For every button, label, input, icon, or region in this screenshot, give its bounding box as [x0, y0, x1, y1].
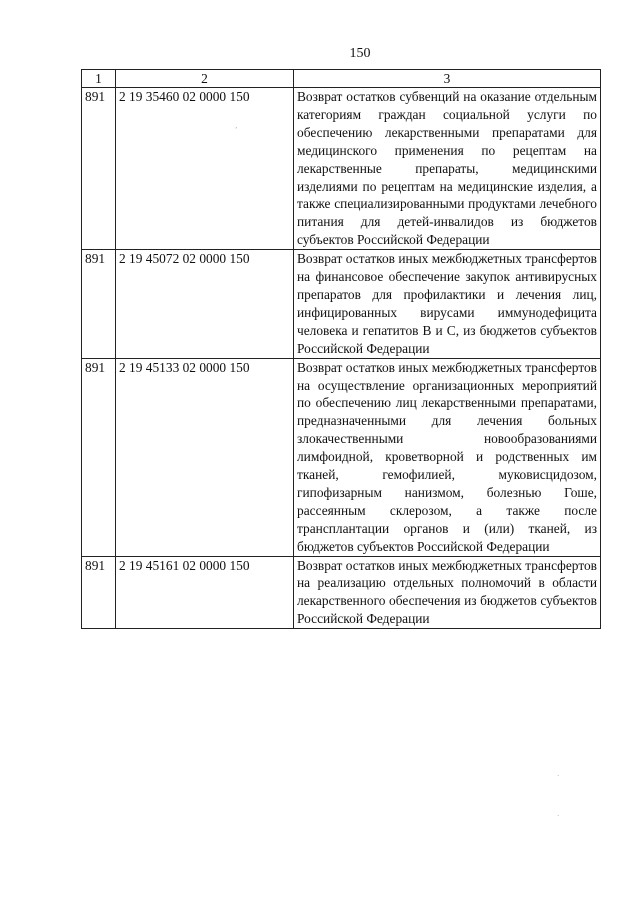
column-header-3: 3 — [294, 70, 601, 88]
description-cell: Возврат остатков иных межбюджетных трансфертов на финансовое обеспечение закупок антивирусных препаратов для профилактики и лечения лиц, инфицированных вирусами иммунодефицита человека и гепатитов B и C, из бюджетов субъектов Российской Федерации — [294, 250, 601, 358]
budget-code-cell: 2 19 35460 02 0000 150 — [116, 88, 294, 250]
budget-code-cell: 2 19 45072 02 0000 150 — [116, 250, 294, 358]
budget-code-cell: 2 19 45133 02 0000 150 — [116, 358, 294, 556]
budget-code-cell: 2 19 45161 02 0000 150 — [116, 556, 294, 629]
table-header-row — [82, 70, 601, 88]
description-cell: Возврат остатков иных межбюджетных трансфертов на осуществление организационных мероприятий по обеспечению лиц лекарственными препаратами, предназначенными для лечения больных злокачественными новообразованиями лимфоидной, кроветворной и родственных им тканей, гемофилией, муковисцидозом, гипофизарным нанизмом, болезнью Гоше, рассеянным склерозом, а также после трансплантации органов и (или) тканей, из бюджетов субъектов Российской Федерации — [294, 358, 601, 556]
table-row — [82, 250, 601, 358]
admin-code-cell: 891 — [82, 250, 116, 358]
scan-speck: ʼ — [235, 126, 238, 134]
admin-code-cell: 891 — [82, 88, 116, 250]
column-header-1: 1 — [82, 70, 116, 88]
table-row — [82, 556, 601, 629]
table-row — [82, 88, 601, 250]
budget-codes-table — [81, 69, 601, 629]
scan-speck: · — [557, 812, 560, 820]
column-header-2: 2 — [116, 70, 294, 88]
admin-code-cell: 891 — [82, 358, 116, 556]
admin-code-cell: 891 — [82, 556, 116, 629]
description-cell: Возврат остатков иных межбюджетных трансфертов на реализацию отдельных полномочий в области лекарственного обеспечения из бюджетов субъектов Российской Федерации — [294, 556, 601, 629]
page-number: 150 — [349, 46, 371, 61]
table-row — [82, 358, 601, 556]
scan-speck: · — [557, 772, 560, 780]
description-cell: Возврат остатков субвенций на оказание отдельным категориям граждан социальной услуги по обеспечению лекарственными препаратами для медицинского применения по рецептам на лекарственные препараты, медицинскими изделиями по рецептам на медицинские изделия, а также специализированными продуктами лечебного питания для детей-инвалидов из бюджетов субъектов Российской Федерации — [294, 88, 601, 250]
